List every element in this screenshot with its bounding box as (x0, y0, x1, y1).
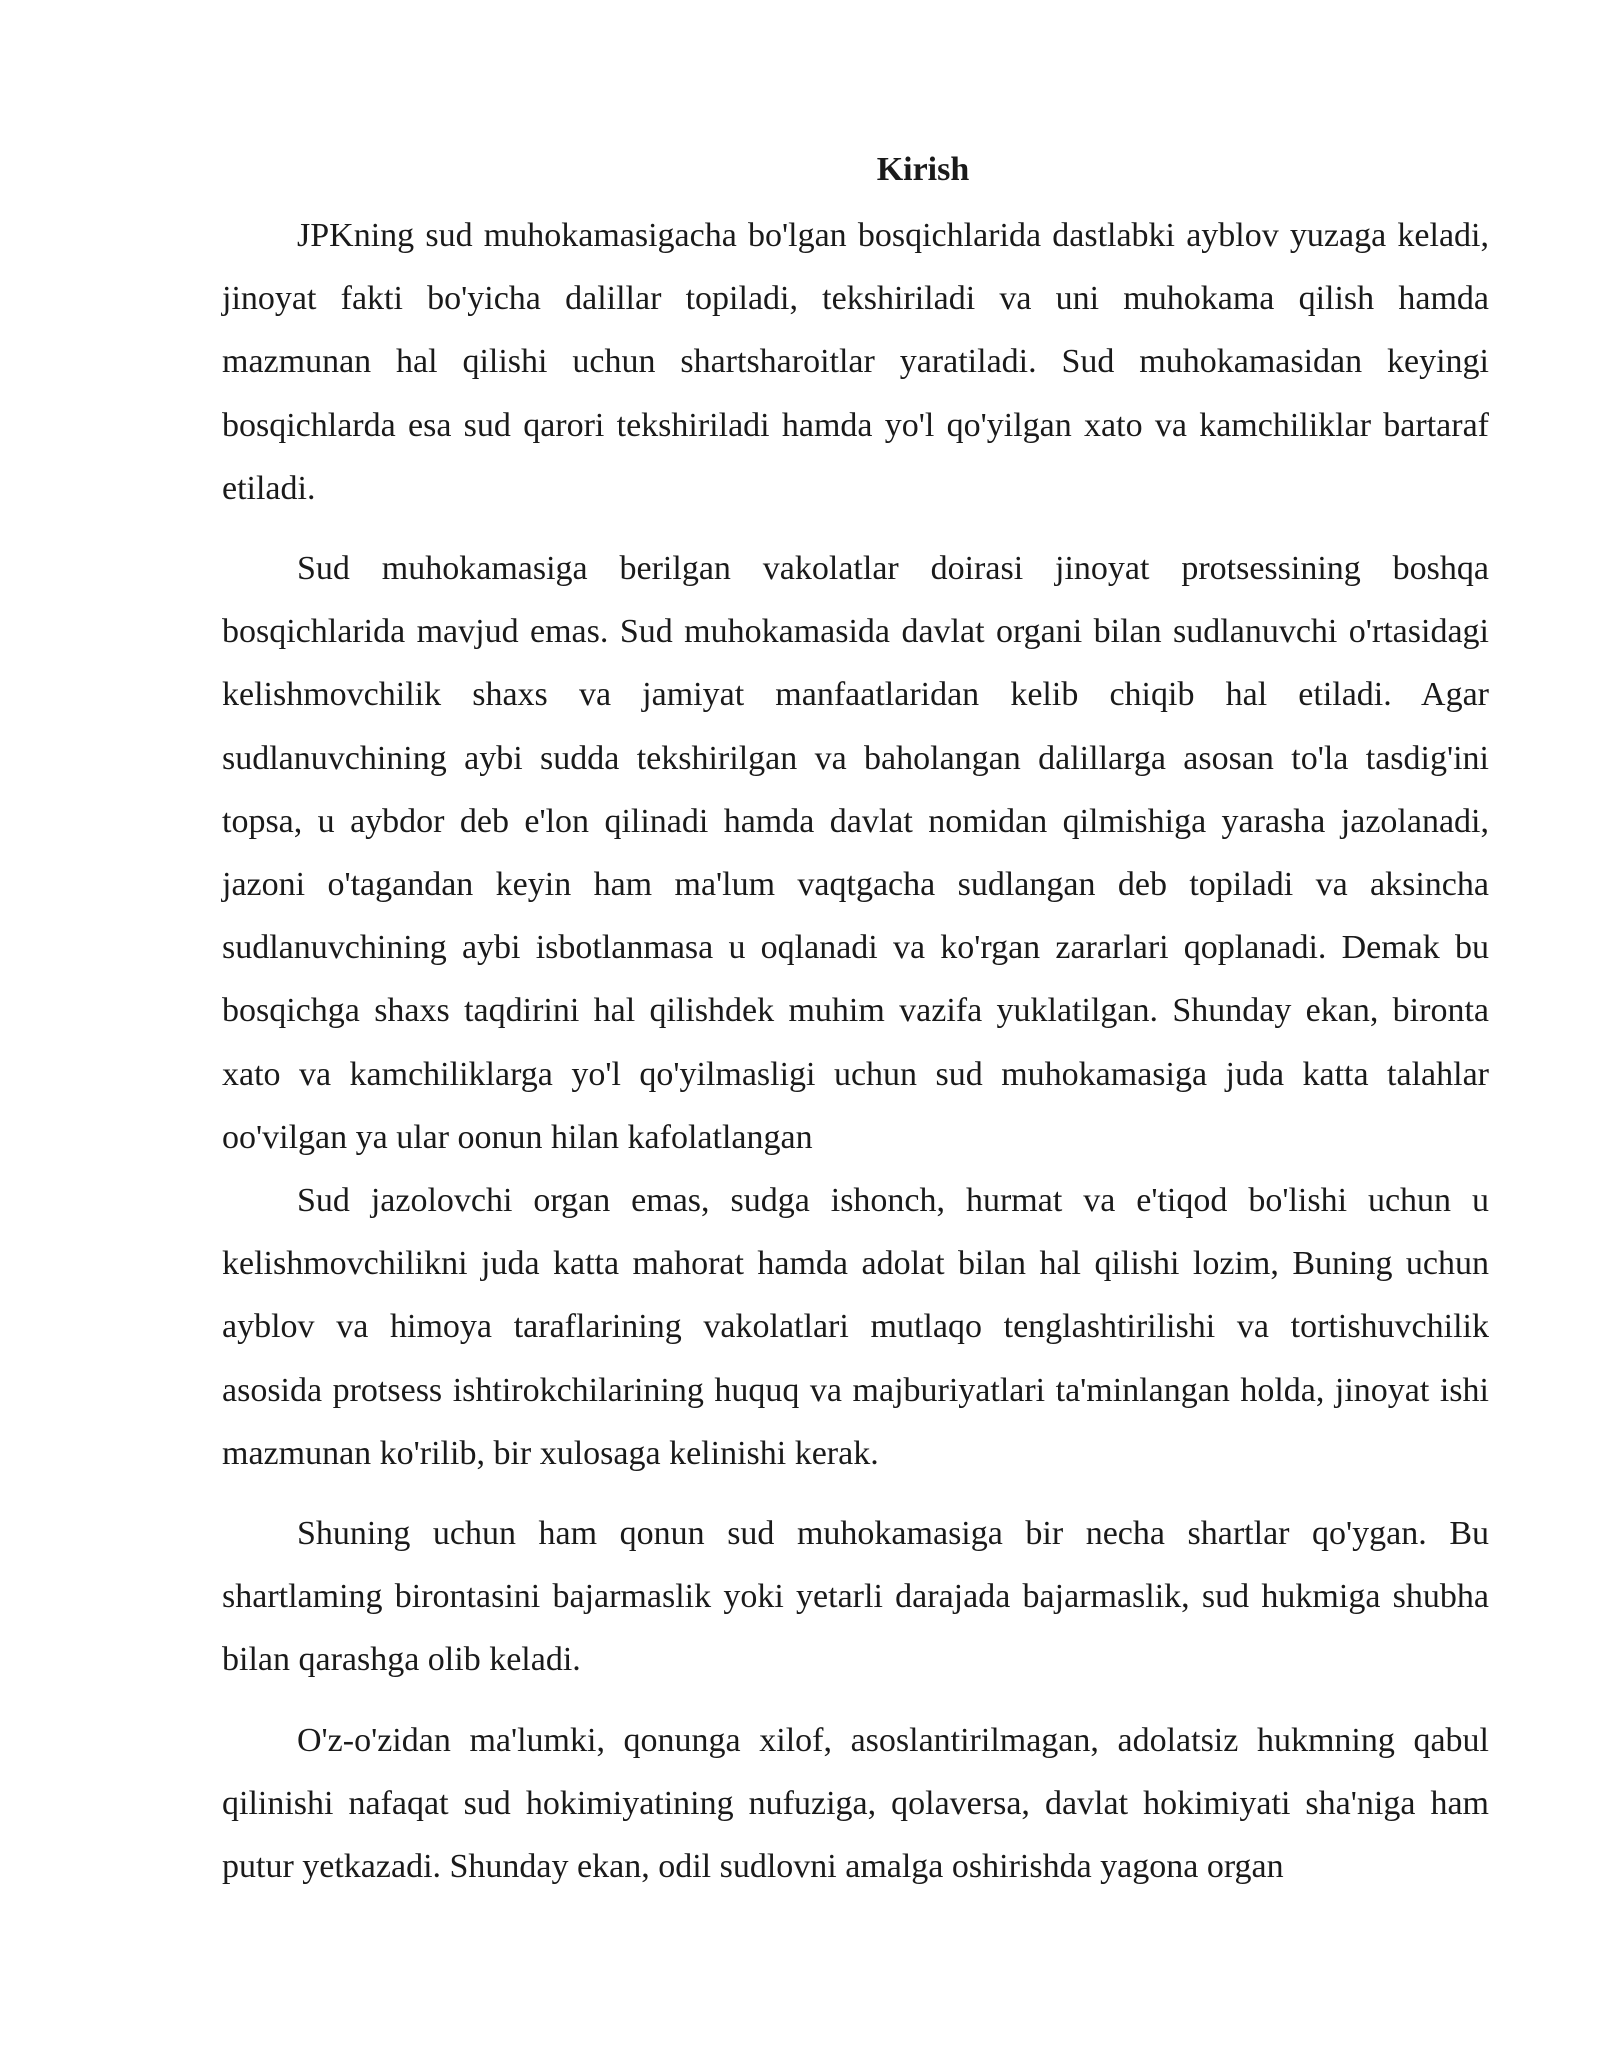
paragraph-1: JPKning sud muhokamasigacha bo'lgan bosqichlarida dastlabki ayblov yuzaga keladi, jinoyat fakti bo'yicha dalillar topiladi, tekshiriladi va uni muhokama qilish hamda mazmunan hal qilishi uchun shartsharoitlar yaratiladi. Sud muhokamasidan keyingi bosqichlarda esa sud qarori tekshiriladi hamda yo'l qo'yilgan xato va kamchiliklar bartaraf etiladi. (222, 217, 1489, 507)
paragraph-2: Sud muhokamasiga berilgan vakolatlar doirasi jinoyat protsessining boshqa bosqichlarida mavjud emas. Sud muhokamasida davlat organi bilan sudlanuvchi o'rtasidagi kelishmovchilik shaxs va jamiyat manfaatlaridan kelib chiqib hal etiladi. Agar sudlanuvchining aybi sudda tekshirilgan va baholangan dalillarga asosan to'la tasdig'ini topsa, u aybdor deb e'lon qilinadi hamda davlat nomidan qilmishiga yarasha jazolanadi, jazoni o'tagandan keyin ham ma'lum vaqtgacha sudlangan deb topiladi va aksincha sudlanuvchining aybi isbotlanmasa u oqlanadi va ko'rgan zararlari qoplanadi. Demak bu bosqichga shaxs taqdirini hal qilishdek muhim vazifa yuklatilgan. Shunday ekan, bironta xato va kamchiliklarga yo'l qo'yilmasligi uchun sud muhokamasiga juda katta talahlar oo'vilgan ya ular oonun hilan kafolatlangan (222, 550, 1489, 1156)
paragraph-3: Sud jazolovchi organ emas, sudga ishonch, hurmat va e'tiqod bo'lishi uchun u kelishmovchilikni juda katta mahorat hamda adolat bilan hal qilishi lozim, Buning uchun ayblov va himoya taraflarining vakolatlari mutlaqo tenglashtirilishi va tortishuvchilik asosida protsess ishtirokchilarining huquq va majburiyatlari ta'minlangan holda, jinoyat ishi mazmunan ko'rilib, bir xulosaga kelinishi kerak. (222, 1182, 1489, 1472)
page-title: Kirish (876, 151, 970, 188)
paragraph-5: O'z-o'zidan ma'lumki, qonunga xilof, asoslantirilmagan, adolatsiz hukmning qabul qilinishi nafaqat sud hokimiyatining nufuziga, qolaversa, davlat hokimiyati sha'niga ham putur yetkazadi. Shunday ekan, odil sudlovni amalga oshirishda yagona organ (222, 1721, 1489, 1886)
document-body (222, 150, 1489, 1898)
paragraph-4: Shuning uchun ham qonun sud muhokamasiga bir necha shartlar qo'ygan. Bu shartlaming birontasini bajarmaslik yoki yetarli darajada bajarmaslik, sud hukmiga shubha bilan qarashga olib keladi. (222, 1515, 1489, 1679)
